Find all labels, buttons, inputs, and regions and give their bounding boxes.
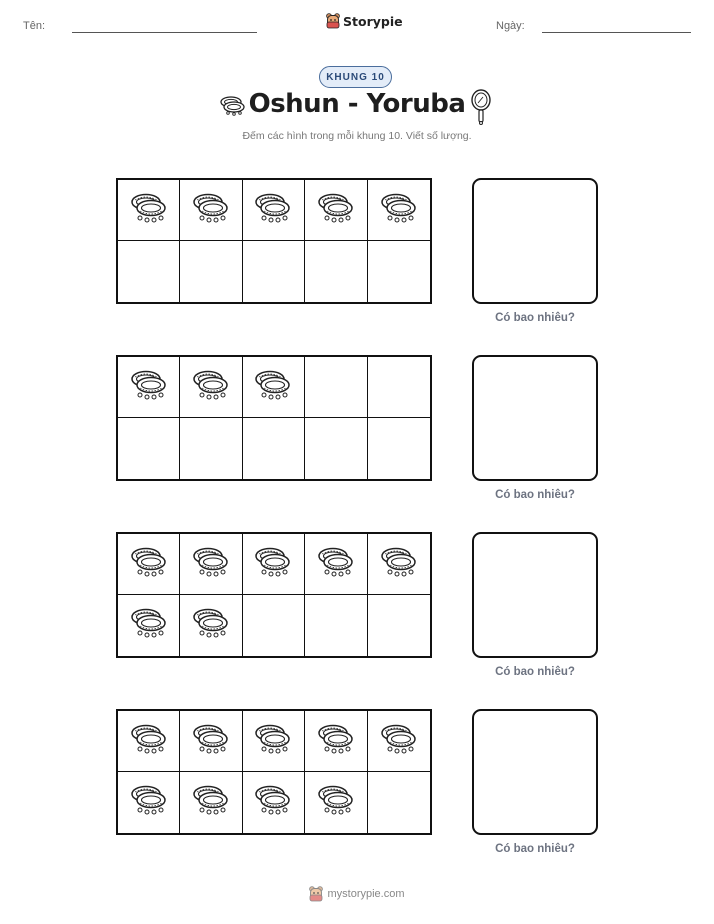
- frame-cell: [118, 418, 180, 479]
- frame-cell: [118, 711, 180, 772]
- bangles-icon: [129, 545, 169, 584]
- frame-cell: [243, 418, 305, 479]
- bangles-icon: [379, 545, 419, 584]
- hand-mirror-icon: [470, 89, 492, 125]
- bangles-icon: [129, 606, 169, 645]
- bangles-icon: [191, 368, 231, 407]
- topic-badge: KHUNG 10: [319, 66, 392, 88]
- bangles-icon: [129, 191, 169, 230]
- answer-box-4[interactable]: [472, 709, 598, 835]
- frame-cell: [305, 711, 367, 772]
- frame-cell: [305, 357, 367, 418]
- frame-cell: [305, 772, 367, 833]
- frame-cell: [180, 772, 242, 833]
- bear-logo-icon: [309, 886, 323, 902]
- bangles-icon: [191, 191, 231, 230]
- bangles-icon: [191, 606, 231, 645]
- frame-cell: [368, 711, 430, 772]
- frame-cell: [368, 241, 430, 302]
- frame-cell: [368, 534, 430, 595]
- frame-cell: [368, 357, 430, 418]
- frame-cell: [118, 534, 180, 595]
- name-label: Tên:: [23, 20, 46, 32]
- bangles-icon: [316, 191, 356, 230]
- bangles-icon: [129, 722, 169, 761]
- bangles-icon: [253, 783, 293, 822]
- name-line[interactable]: [72, 32, 257, 33]
- frame-cell: [180, 180, 242, 241]
- bangles-icon: [253, 191, 293, 230]
- bangles-icon: [191, 545, 231, 584]
- page-title: Oshun - Yoruba: [248, 89, 466, 119]
- bear-logo-icon: [326, 13, 340, 29]
- frame-cell: [118, 241, 180, 302]
- answer-label-1: Có bao nhiêu?: [495, 312, 575, 324]
- ten-frame-1: [116, 178, 432, 304]
- frame-cell: [368, 180, 430, 241]
- frame-cell: [243, 595, 305, 656]
- logo-text: Storypie: [343, 13, 403, 29]
- frame-cell: [243, 772, 305, 833]
- date-label: Ngày:: [496, 20, 525, 32]
- storypie-logo: [326, 13, 403, 29]
- ten-frame-2: [116, 355, 432, 481]
- frame-cell: [368, 595, 430, 656]
- instructions: Đếm các hình trong mỗi khung 10. Viết số lượng.: [242, 130, 472, 142]
- frame-cell: [180, 241, 242, 302]
- frame-cell: [243, 534, 305, 595]
- answer-box-3[interactable]: [472, 532, 598, 658]
- bangles-icon: [253, 368, 293, 407]
- bangles-icon: [379, 722, 419, 761]
- answer-box-2[interactable]: [472, 355, 598, 481]
- ten-frame-4: [116, 709, 432, 835]
- frame-cell: [180, 418, 242, 479]
- frame-cell: [305, 180, 367, 241]
- date-line[interactable]: [542, 32, 691, 33]
- frame-cell: [243, 241, 305, 302]
- ten-frame-3: [116, 532, 432, 658]
- frame-cell: [180, 711, 242, 772]
- frame-cell: [305, 241, 367, 302]
- bangles-icon: [253, 722, 293, 761]
- frame-cell: [118, 595, 180, 656]
- bangles-icon: [191, 783, 231, 822]
- bangles-icon: [316, 722, 356, 761]
- bangles-icon: [316, 545, 356, 584]
- frame-cell: [243, 357, 305, 418]
- bangles-icon: [253, 545, 293, 584]
- footer: [0, 886, 714, 902]
- frame-cell: [118, 772, 180, 833]
- frame-cell: [243, 711, 305, 772]
- frame-cell: [118, 180, 180, 241]
- frame-cell: [305, 595, 367, 656]
- answer-label-4: Có bao nhiêu?: [495, 843, 575, 855]
- frame-cell: [305, 534, 367, 595]
- bangles-icon: [379, 191, 419, 230]
- answer-label-3: Có bao nhiêu?: [495, 666, 575, 678]
- answer-label-2: Có bao nhiêu?: [495, 489, 575, 501]
- frame-cell: [180, 534, 242, 595]
- frame-cell: [368, 418, 430, 479]
- answer-box-1[interactable]: [472, 178, 598, 304]
- bangles-icon: [129, 783, 169, 822]
- bangles-icon: [129, 368, 169, 407]
- frame-cell: [368, 772, 430, 833]
- footer-url: mystorypie.com: [327, 888, 405, 900]
- frame-cell: [118, 357, 180, 418]
- frame-cell: [305, 418, 367, 479]
- bangles-icon: [316, 783, 356, 822]
- bangles-icon: [191, 722, 231, 761]
- frame-cell: [243, 180, 305, 241]
- frame-cell: [180, 595, 242, 656]
- frame-cell: [180, 357, 242, 418]
